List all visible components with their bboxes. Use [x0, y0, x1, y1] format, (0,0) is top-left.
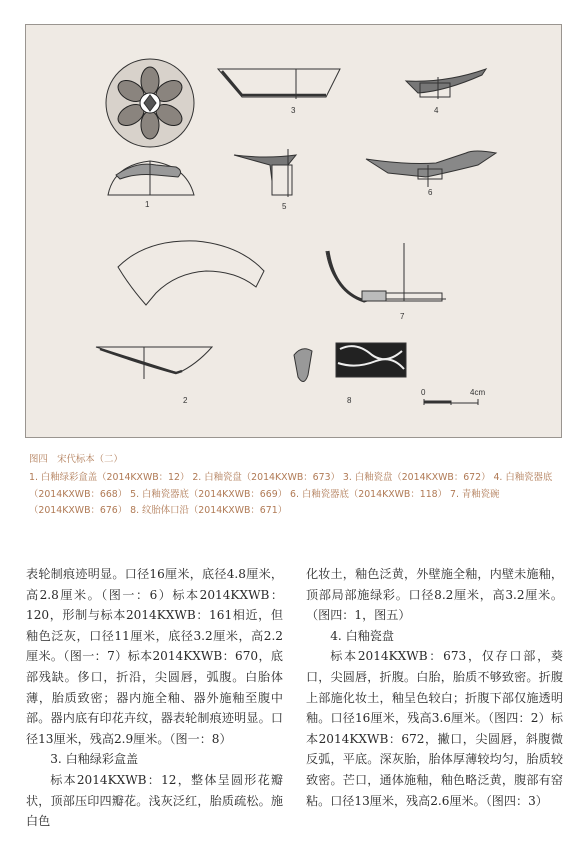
artifact-3 — [218, 69, 340, 99]
label-2: 2 — [183, 396, 188, 405]
label-6: 6 — [428, 188, 433, 197]
artifact-5 — [234, 149, 296, 197]
artifact-1-profile — [108, 161, 194, 195]
label-4: 4 — [434, 106, 439, 115]
artifact-6 — [366, 151, 496, 187]
artifact-1-top-view — [106, 59, 194, 147]
scale-bar — [424, 399, 478, 405]
artifact-8 — [294, 343, 406, 382]
section-heading-3: 3. 白釉绿彩盒盖 — [50, 752, 139, 767]
label-3: 3 — [291, 106, 296, 115]
label-5: 5 — [282, 202, 287, 211]
left-paragraph-2: 标本2014KXWB：12，整体呈圆形花瓣状，顶部压印四瓣花。浅灰泛红，胎质疏松。施白色 — [26, 772, 283, 829]
label-8: 8 — [347, 396, 352, 405]
caption-title: 图四 宋代标本（二） — [29, 454, 123, 465]
sherd-outline — [118, 241, 264, 305]
artifact-2 — [96, 347, 212, 379]
label-7: 7 — [400, 312, 405, 321]
scale-end: 4cm — [470, 388, 486, 397]
scale-start: 0 — [421, 388, 426, 397]
artifact-7 — [326, 243, 446, 301]
left-paragraph-1: 表轮制痕迹明显。口径16厘米，底径4.8厘米，高2.8厘米。（图一：6）标本2014KXWB：120，形制与标本2014KXWB：161相近，但釉色泛灰，口径11厘米，底径3.2厘米，高2.2厘米。（图一：7）标本2014KXWB：670，底部残缺。侈口，折沿，尖圆唇，弧腹。白胎体薄，胎质致密；器内施全釉、器外施釉至腹中部。器内底有印花卉纹，器表轮制痕迹明显。口径13厘米，残高2.9厘米。（图一：8） — [26, 567, 283, 746]
caption-items: 1. 白釉绿彩盒盖（2014KXWB：12） 2. 白釉瓷盘（2014KXWB：673） 3. 白釉瓷盘（2014KXWB：672） 4. 白釉瓷器底（2014KXWB：668） 5. 白釉瓷器底（2014KXWB：669） 6. 白釉瓷器底（2014KXWB：118） 7. 青釉瓷碗（2014KXWB：676） 8. 纹胎体口沿（2014KXWB：671） — [29, 471, 553, 517]
right-paragraph-2: 标本2014KXWB：673，仅存口部，葵口，尖圆唇，折腹。白胎，胎质不够致密。折腹上部施化妆土，釉呈色较白；折腹下部仅施透明釉。口径16厘米，残高3.6厘米。（图四：2）标本2014KXWB：672，撇口，尖圆唇，斜腹微反弧，平底。深灰胎，胎体厚薄较均匀，胎质较致密。芒口，通体施釉，釉色略泛黄，腹部有窑粘。口径13厘米，残高2.6厘米。（图四：3） — [306, 649, 563, 808]
left-column — [26, 564, 283, 832]
section-heading-4: 4. 白釉瓷盘 — [330, 628, 394, 643]
artifact-drawings — [26, 25, 563, 439]
artifact-4 — [406, 69, 486, 99]
figure-caption — [29, 452, 563, 520]
label-1: 1 — [145, 200, 150, 209]
right-paragraph-1: 化妆土，釉色泛黄，外壁施全釉，内壁未施釉，顶部局部施绿彩。口径8.2厘米，高3.2厘米。（图四：1，图五） — [306, 567, 563, 623]
right-column — [306, 564, 563, 811]
figure-panel — [25, 24, 562, 438]
